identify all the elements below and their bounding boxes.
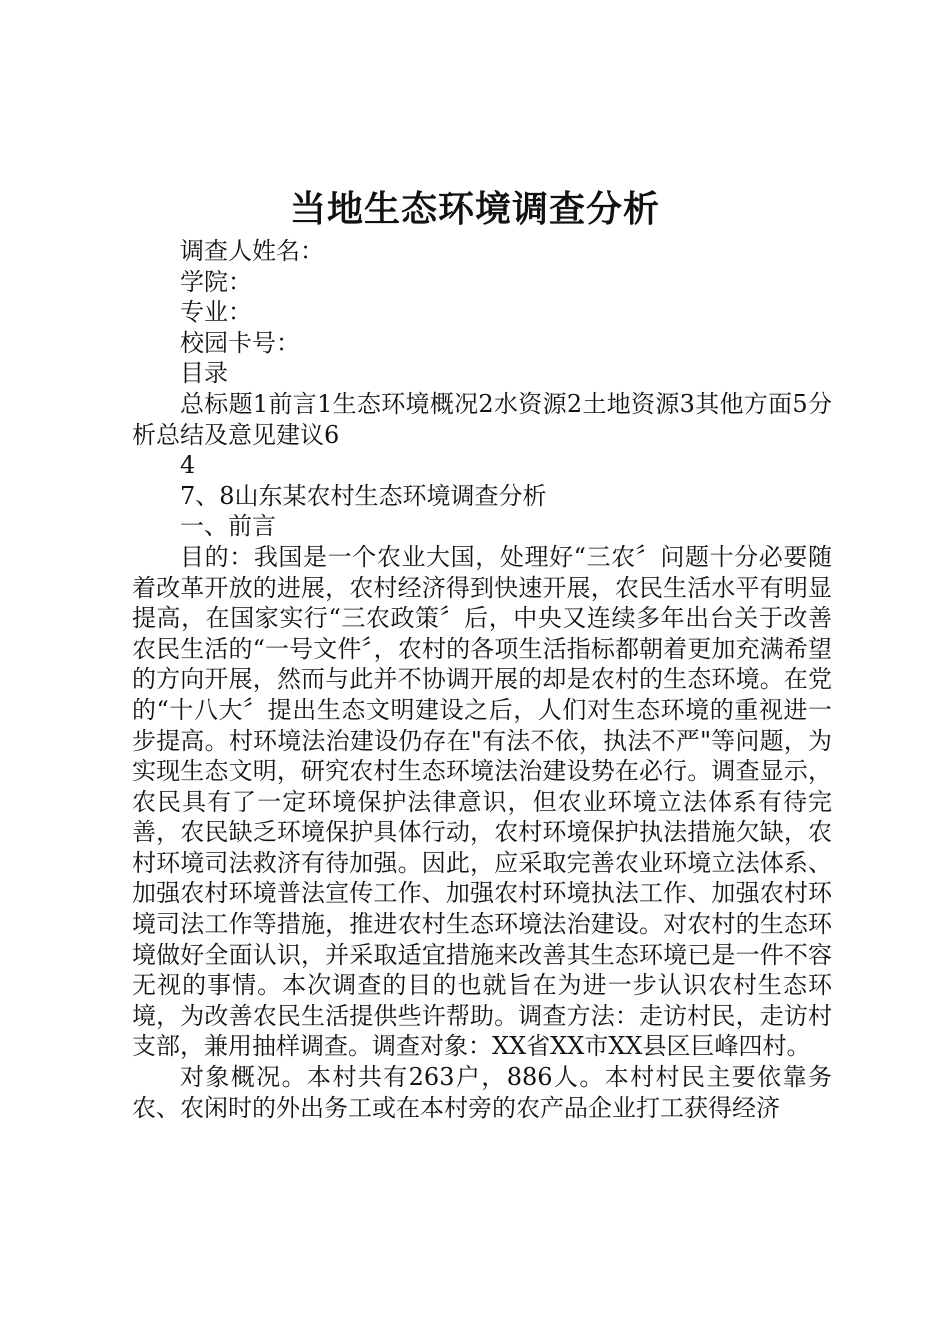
field-college: 学院： [180,267,252,296]
paragraph-overview: 对象概况。本村共有263户，886人。本村村民主要依靠务农、农闲时的外出务工或在本村旁的农产品企业打工获得经济 [132,1063,832,1122]
page-number: 4 [180,451,196,480]
section-heading: 一、前言 [180,512,276,541]
toc-line: 总标题1前言1生态环境概况2水资源2土地资源3其他方面5分析总结及意见建议6 [132,389,832,449]
paragraph-purpose: 目的：我国是一个农业大国，处理好“三农〞问题十分必要随着改革开放的进展，农村经济得到快速开展，农民生活水平有明显提高，在国家实行“三农政策〞后，中央又连续多年出台关于改善农民生活的“一号文件〞，农村的各项生活指标都朝着更加充满希望的方向开展，然而与此并不协调开展的却是农村的生态环境。在党的“十八大〞提出生态文明建设之后，人们对生态环境的重视进一步提高。村环境法治建设仍存在"有法不依，执法不严"等问题，为实现生态文明，研究农村生态环境法治建设势在必行。调查显示，农民具有了一定环境保护法律意识，但农业环境立法体系有待完善，农民缺乏环境保护具体行动，农村环境保护执法措施欠缺，农村环境司法救济有待加强。因此，应采取完善农业环境立法体系、加强农村环境普法宣传工作、加强农村环境执法工作、加强农村环境司法工作等措施，推进农村生态环境法治建设。对农村的生态环境做好全面认识，并采取适宜措施来改善其生态环境已是一件不容无视的事情。本次调查的目的也就旨在为进一步认识农村生态环境，为改善农民生活提供些许帮助。调查方法：走访村民，走访村支部，兼用抽样调查。调查对象：XX省XX市XX县区巨峰四村。 [132,542,832,1061]
field-major: 专业： [180,298,252,327]
field-investigator-name: 调查人姓名： [180,237,324,265]
field-campus-card: 校园卡号： [180,328,300,357]
toc-heading: 目录 [180,359,228,388]
document-subtitle: 7、8山东某农村生态环境调查分析 [180,481,547,510]
document-body [132,236,832,1123]
document-title: 当地生态环境调查分析 [289,188,660,230]
